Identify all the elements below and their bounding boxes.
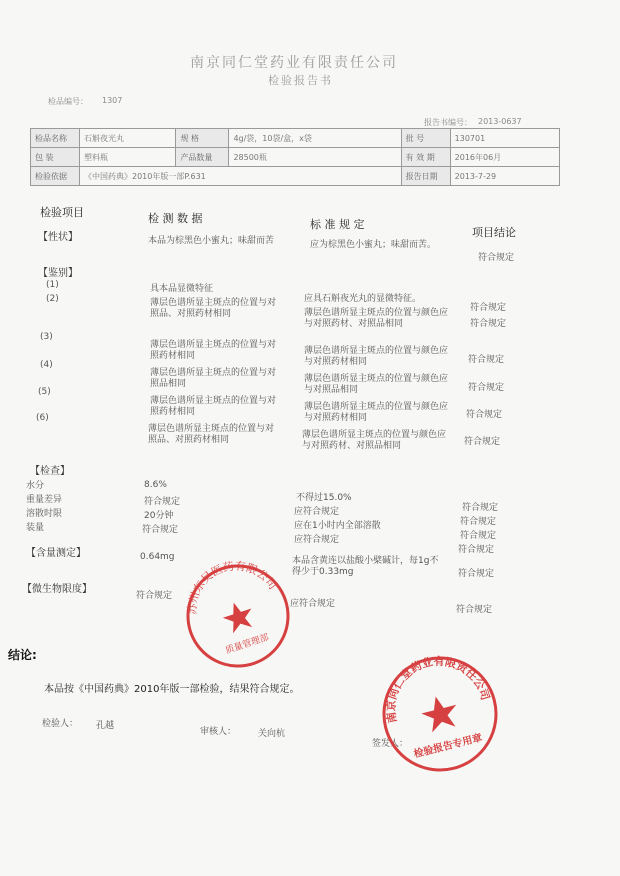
ident-no: (2)	[46, 294, 59, 304]
conclusion-label: 结论:	[8, 648, 37, 662]
basis-value: 《中国药典》2010年版一部P.631	[80, 167, 402, 186]
microbe-data: 符合规定	[136, 591, 173, 601]
check-standard: 应在1小时内全部溶散	[294, 521, 381, 531]
ident-standard: 薄层色谱所显主斑点的位置与颜色应与对照品相同	[304, 374, 449, 395]
character-data: 本品为棕黑色小蜜丸；味甜而苦	[148, 236, 275, 246]
quality-stamp-text: 苏州东吴医药有限公司	[185, 560, 280, 615]
ident-data: 薄层色谱所显主斑点的位置与对照品、对照药材相同	[150, 298, 277, 319]
check-result: 符合规定	[458, 545, 495, 555]
basis-label: 检验依据	[31, 167, 80, 186]
qty-value: 28500瓶	[229, 148, 401, 167]
check-result: 符合规定	[460, 517, 497, 527]
assay-standard: 本品含黄连以盐酸小檗碱计，每1g不得少于0.33mg	[292, 556, 439, 577]
ident-result: 符合规定	[468, 355, 505, 365]
report-no-value: 2013-0637	[478, 117, 522, 126]
ident-result: 符合规定	[470, 303, 507, 313]
sample-info-table	[30, 128, 560, 186]
assay-data: 0.64mg	[140, 552, 175, 562]
ident-standard: 薄层色谱所显主斑点的位置与颜色应与对照药材、对照品相同	[302, 430, 447, 451]
col-data-header: 检 测 数 据	[148, 212, 203, 225]
qty-label: 产品数量	[176, 148, 229, 167]
assay-label: 【含量测定】	[26, 548, 86, 559]
check-item: 溶散时限	[26, 509, 63, 519]
company-seal-text: 南京同仁堂药业有限责任公司	[384, 655, 492, 725]
inspector-name: 孔越	[96, 721, 115, 731]
spec-value: 4g/袋，10袋/盒，x袋	[229, 129, 401, 148]
inspector-label: 检验人：	[42, 719, 79, 729]
conclusion-text: 本品按《中国药典》2010年版一部检验，结果符合规定。	[44, 684, 300, 695]
ident-data: 薄层色谱所显主斑点的位置与对照品相同	[150, 368, 277, 389]
valid-label: 有 效 期	[401, 148, 450, 167]
name-label: 检品名称	[31, 129, 80, 148]
name-value: 石斛夜光丸	[80, 129, 176, 148]
microbe-standard: 应符合规定	[290, 599, 336, 609]
identification-label: 【鉴别】	[38, 268, 78, 279]
spec-label: 规 格	[176, 129, 229, 148]
sample-no-label: 检品编号：	[48, 97, 88, 106]
ident-data: 薄层色谱所显主斑点的位置与对照药材相同	[150, 340, 277, 361]
pack-label: 包 装	[31, 148, 80, 167]
check-item: 水分	[26, 481, 45, 491]
col-standard-header: 标 准 规 定	[310, 218, 365, 231]
check-result: 符合规定	[460, 531, 497, 541]
character-label: 【性状】	[38, 232, 78, 243]
ident-data: 薄层色谱所显主斑点的位置与对照品、对照药材相同	[148, 424, 275, 445]
col-conclusion-header: 项目结论	[472, 226, 516, 239]
check-result: 符合规定	[462, 503, 499, 513]
ident-result: 符合规定	[468, 383, 505, 393]
quality-stamp-subtext: 质量管理部	[224, 632, 271, 657]
ident-result: 符合规定	[464, 437, 501, 447]
check-data: 符合规定	[144, 497, 181, 507]
microbe-label: 【微生物限度】	[22, 584, 92, 595]
ident-result: 符合规定	[466, 410, 503, 420]
check-data: 20分钟	[144, 511, 174, 521]
pack-value: 塑料瓶	[80, 148, 176, 167]
reviewer-name: 关向杭	[258, 729, 286, 739]
ident-no: (6)	[36, 413, 49, 423]
issuer-label: 签发人：	[372, 739, 409, 749]
company-seal	[378, 652, 502, 776]
reviewer-label: 审核人：	[200, 727, 237, 737]
ident-data: 薄层色谱所显主斑点的位置与对照药材相同	[150, 396, 277, 417]
assay-result: 符合规定	[458, 569, 495, 579]
date-label: 报告日期	[401, 167, 450, 186]
check-item: 装量	[26, 523, 45, 533]
date-value: 2013-7-29	[450, 167, 559, 186]
col-item-header: 检验项目	[40, 206, 84, 219]
ident-no: (4)	[40, 360, 53, 370]
ident-no: (1)	[46, 280, 59, 290]
check-data: 符合规定	[142, 525, 179, 535]
check-standard: 不得过15.0%	[296, 493, 352, 503]
company-title: 南京同仁堂药业有限责任公司	[190, 55, 398, 71]
ident-standard: 薄层色谱所显主斑点的位置与颜色应与对照药材相同	[304, 402, 449, 423]
company-seal-subtext: 检验报告专用章	[412, 732, 484, 761]
star-icon	[219, 598, 256, 635]
ident-standard: 应具石斛夜光丸的显微特征。	[304, 294, 422, 304]
microbe-result: 符合规定	[456, 605, 493, 615]
report-title: 检验报告书	[268, 74, 333, 87]
ident-standard: 薄层色谱所显主斑点的位置与颜色应与对照药材、对照品相同	[304, 308, 449, 329]
sample-no-value: 1307	[102, 96, 123, 105]
check-standard: 应符合规定	[294, 507, 340, 517]
check-data: 8.6%	[144, 480, 167, 490]
star-icon	[418, 692, 461, 734]
batch-label: 批 号	[401, 129, 450, 148]
ident-no: (3)	[40, 332, 53, 342]
check-standard: 应符合规定	[294, 535, 340, 545]
ident-no: (5)	[38, 387, 51, 397]
quality-stamp	[182, 560, 294, 672]
check-label: 【检查】	[30, 466, 70, 477]
ident-standard: 薄层色谱所显主斑点的位置与颜色应与对照药材相同	[304, 346, 449, 367]
ident-data: 具本品显微特征	[150, 284, 214, 294]
character-result: 符合规定	[478, 253, 515, 263]
character-standard: 应为棕黑色小蜜丸；味甜而苦。	[310, 240, 437, 250]
batch-value: 130701	[450, 129, 559, 148]
report-no-label: 报告书编号：	[424, 118, 472, 127]
valid-value: 2016年06月	[450, 148, 559, 167]
check-item: 重量差异	[26, 495, 63, 505]
ident-result-extra: 符合规定	[470, 319, 507, 329]
